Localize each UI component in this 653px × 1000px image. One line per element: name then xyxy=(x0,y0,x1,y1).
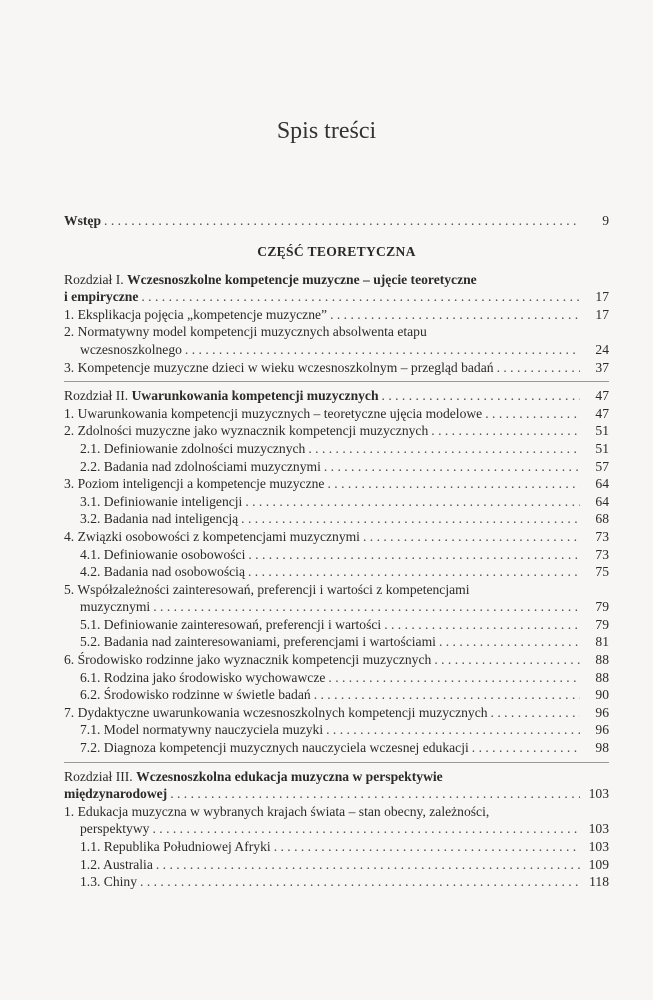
toc-entry-label: Wstęp xyxy=(64,213,102,228)
toc-page-number: 47 xyxy=(595,388,609,404)
toc-entry-label: 7.2. Diagnoza kompetencji muzycznych nauczyciela wczesnej edukacji xyxy=(80,740,469,756)
leader-dots xyxy=(170,785,580,803)
toc-entry xyxy=(64,323,609,341)
toc-entry-label: 4. Związki osobowości z kompetencjami muzycznymi xyxy=(64,528,360,544)
toc-entry-label: 3.2. Badania nad inteligencją xyxy=(80,511,239,527)
toc-entry-label: 6.2. Środowisko rodzinne w świetle badań xyxy=(80,687,311,703)
toc-entry-label: 6. Środowisko rodzinne jako wyznacznik kompetencji muzycznych xyxy=(64,652,432,668)
toc-entry-label: 4.2. Badania nad osobowością xyxy=(80,564,245,580)
toc-page-number: 79 xyxy=(595,616,609,632)
toc-entry-label: 2.1. Definiowanie zdolności muzycznych xyxy=(80,440,306,456)
toc-entry-label: 2.2. Badania nad zdolnościami muzycznymi xyxy=(80,458,321,474)
leader-dots xyxy=(363,528,580,546)
toc-subentry xyxy=(64,546,609,564)
leader-dots xyxy=(153,598,580,616)
toc-page-number: 98 xyxy=(595,740,609,756)
toc-entry-cont xyxy=(64,341,609,359)
part-heading: CZĘŚĆ TEORETYCZNA xyxy=(257,243,416,259)
toc-page-number: 96 xyxy=(595,704,609,720)
toc-entry-label: 2. Zdolności muzyczne jako wyznacznik kompetencji muzycznych xyxy=(64,423,429,439)
divider xyxy=(64,381,609,382)
toc-page-number: 90 xyxy=(595,687,609,703)
leader-dots xyxy=(326,721,580,739)
leader-dots xyxy=(431,422,580,440)
toc-page-number: 109 xyxy=(588,856,609,872)
toc-entry xyxy=(64,359,609,377)
leader-dots xyxy=(140,873,580,891)
chapter-heading xyxy=(64,271,609,289)
toc-subentry xyxy=(64,493,609,511)
toc-entry-intro xyxy=(64,212,609,230)
toc-page-number: 118 xyxy=(589,874,609,890)
toc-entry-label: 3. Kompetencje muzyczne dzieci w wieku wczesnoszkolnym – przegląd badań xyxy=(64,359,494,375)
toc-subentry xyxy=(64,440,609,458)
toc-page-number: 37 xyxy=(595,359,609,375)
chapter-title: Wczesnoszkolne kompetencje muzyczne – ujęcie teoretyczne xyxy=(127,271,477,287)
toc-subentry xyxy=(64,563,609,581)
toc-page-number: 75 xyxy=(595,564,609,580)
leader-dots xyxy=(185,341,580,359)
leader-dots xyxy=(439,633,580,651)
toc-subentry xyxy=(64,458,609,476)
toc-page-number: 57 xyxy=(595,458,609,474)
leader-dots xyxy=(330,306,580,324)
toc-page-number: 24 xyxy=(595,341,609,357)
leader-dots xyxy=(382,387,580,405)
leader-dots xyxy=(497,359,580,377)
toc-page-number: 51 xyxy=(595,423,609,439)
toc-page-number: 88 xyxy=(595,669,609,685)
toc-entry xyxy=(64,475,609,493)
toc-page-number: 64 xyxy=(595,476,609,492)
toc-entry xyxy=(64,704,609,722)
chapter-heading xyxy=(64,387,609,405)
toc-entry-label: 1. Uwarunkowania kompetencji muzycznych – teoretyczne ujęcia modelowe xyxy=(64,405,483,421)
toc-page-number: 51 xyxy=(595,440,609,456)
toc-page-number: 73 xyxy=(595,528,609,544)
leader-dots xyxy=(485,405,580,423)
toc-subentry xyxy=(64,739,609,757)
toc-entry-label: 5.2. Badania nad zainteresowaniami, preferencjami i wartościami xyxy=(80,634,436,650)
toc-subentry xyxy=(64,686,609,704)
toc-page-number: 96 xyxy=(595,722,609,738)
toc-entry-label: 6.1. Rodzina jako środowisko wychowawcze xyxy=(80,669,326,685)
toc-entry-label: 1.2. Australia xyxy=(80,856,153,872)
toc-page-number: 17 xyxy=(595,289,609,305)
leader-dots xyxy=(152,820,580,838)
toc-subentry xyxy=(64,838,609,856)
leader-dots xyxy=(327,475,580,493)
toc-subentry xyxy=(64,873,609,891)
toc-entry xyxy=(64,581,609,599)
toc-page-number: 79 xyxy=(595,599,609,615)
toc-entry-label: 3. Poziom inteligencji a kompetencje muzyczne xyxy=(64,476,325,492)
toc-page-number: 9 xyxy=(602,213,609,228)
chapter-prefix: Rozdział III. xyxy=(64,768,137,784)
divider xyxy=(64,762,609,763)
toc-entry-label: 1.3. Chiny xyxy=(80,874,138,890)
toc-page-number: 103 xyxy=(588,786,609,802)
toc-page-number: 73 xyxy=(595,546,609,562)
leader-dots xyxy=(245,493,580,511)
chapter-prefix: Rozdział II. xyxy=(64,388,132,404)
chapter-prefix: Rozdział I. xyxy=(64,271,128,287)
toc-page-number: 103 xyxy=(588,821,609,837)
toc-page-number: 103 xyxy=(588,839,609,854)
chapter-title-cont: międzynarodowej xyxy=(64,786,168,802)
toc-page-number: 68 xyxy=(595,511,609,527)
toc-entry-label: 7.1. Model normatywny nauczyciela muzyki xyxy=(80,722,324,738)
toc-entry-label: 7. Dydaktyczne uwarunkowania wczesnoszkolnych kompetencji muzycznych xyxy=(64,704,488,720)
toc-entry-label: 2. Normatywny model kompetencji muzycznych absolwenta etapu xyxy=(64,324,427,340)
leader-dots xyxy=(434,651,580,669)
toc-entry-cont xyxy=(64,598,609,616)
toc-subentry xyxy=(64,669,609,687)
toc-entry-label-cont: perspektywy xyxy=(80,821,150,837)
toc-entry xyxy=(64,528,609,546)
leader-dots xyxy=(241,510,580,528)
chapter-heading-cont xyxy=(64,288,609,306)
toc-entry xyxy=(64,422,609,440)
chapter-heading xyxy=(64,768,609,786)
toc-subentry xyxy=(64,616,609,634)
toc-entry-label: 1.1. Republika Południowej Afryki xyxy=(80,839,271,854)
leader-dots xyxy=(104,212,580,230)
leader-dots xyxy=(308,440,580,458)
toc-entry-label: 5.1. Definiowanie zainteresowań, preferencji i wartości xyxy=(80,616,382,632)
leader-dots xyxy=(274,838,580,856)
toc-page-number: 17 xyxy=(595,306,609,322)
toc-entry xyxy=(64,651,609,669)
leader-dots xyxy=(141,288,580,306)
chapter-heading-cont xyxy=(64,785,609,803)
toc-entry-label: 1. Eksplikacja pojęcia „kompetencje muzyczne” xyxy=(64,306,328,322)
chapter-title-cont: i empiryczne xyxy=(64,289,139,305)
leader-dots xyxy=(248,546,580,564)
leader-dots xyxy=(328,669,580,687)
page-title: Spis treści xyxy=(276,118,377,144)
toc-entry-label-cont: muzycznymi xyxy=(80,599,151,615)
chapter-title: Wczesnoszkolna edukacja muzyczna w perspektywie xyxy=(136,768,443,784)
toc-entry-label: 3.1. Definiowanie inteligencji xyxy=(80,493,243,509)
toc-page-number: 88 xyxy=(595,652,609,668)
leader-dots xyxy=(384,616,580,634)
toc-entry-label: 1. Edukacja muzyczna w wybranych krajach świata – stan obecny, zależności, xyxy=(64,803,490,819)
toc-subentry xyxy=(64,510,609,528)
chapter-title: Uwarunkowania kompetencji muzycznych xyxy=(131,388,379,404)
toc-entry xyxy=(64,803,609,821)
toc-entry xyxy=(64,405,609,423)
leader-dots xyxy=(248,563,580,581)
leader-dots xyxy=(156,856,580,874)
toc-page-number: 64 xyxy=(595,493,609,509)
toc-entry-label-cont: wczesnoszkolnego xyxy=(80,341,182,357)
toc-entry-cont xyxy=(64,820,609,838)
toc-entry xyxy=(64,306,609,324)
toc-subentry xyxy=(64,721,609,739)
leader-dots xyxy=(314,686,580,704)
toc-subentry xyxy=(64,633,609,651)
leader-dots xyxy=(491,704,580,722)
toc-page-number: 47 xyxy=(595,405,609,421)
table-of-contents xyxy=(64,212,609,891)
toc-entry-label: 5. Współzależności zainteresowań, preferencji i wartości z kompetencjami xyxy=(64,581,470,597)
leader-dots xyxy=(324,458,580,476)
toc-page-number: 81 xyxy=(595,634,609,650)
toc-subentry xyxy=(64,856,609,874)
toc-entry-label: 4.1. Definiowanie osobowości xyxy=(80,546,246,562)
leader-dots xyxy=(472,739,580,757)
